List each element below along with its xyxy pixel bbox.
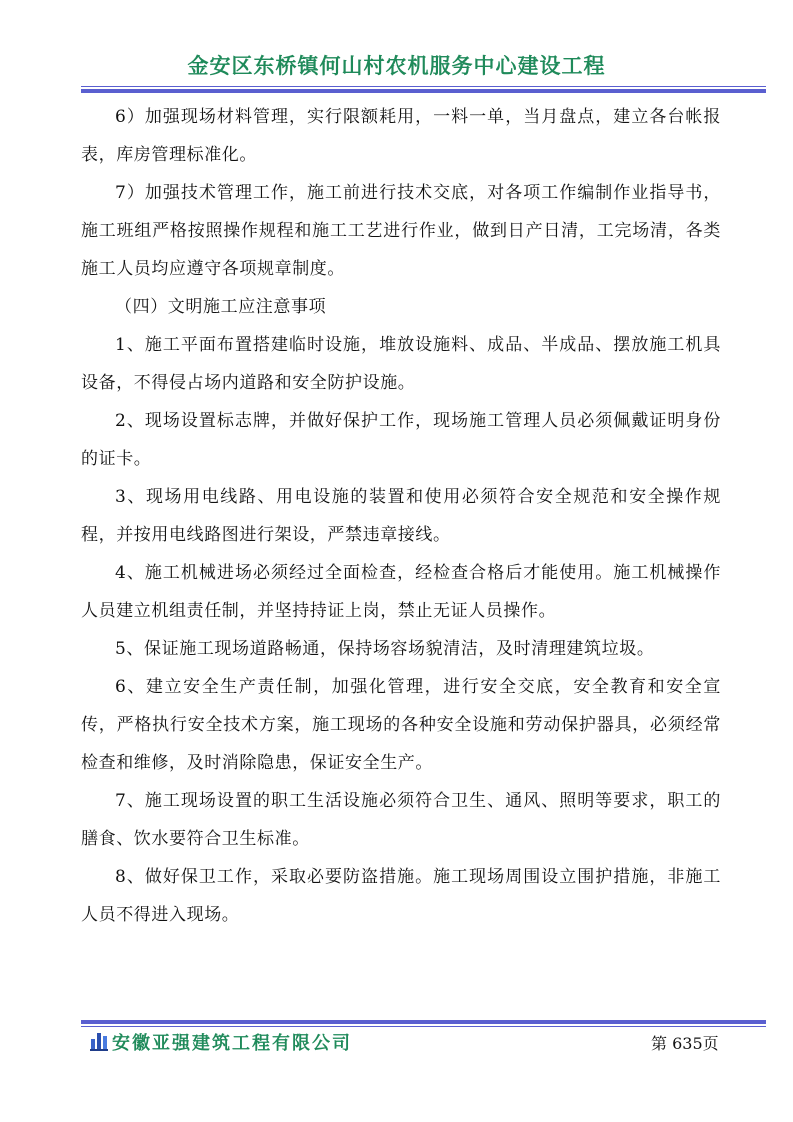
paragraph-6-materials: 6）加强现场材料管理，实行限额耗用，一料一单，当月盘点，建立各台帐报表，库房管理标准化。 (81, 107, 721, 165)
footer-rule-thick (81, 1020, 766, 1024)
footer-rule-thin (81, 1026, 766, 1027)
paragraph-item-1: 1、施工平面布置搭建临时设施，堆放设施料、成品、半成品、摆放施工机具设备，不得侵占场内道路和安全防护设施。 (81, 335, 721, 393)
footer-company-name: 安徽亚强建筑工程有限公司 (112, 1033, 352, 1054)
paragraph-item-7: 7、施工现场设置的职工生活设施必须符合卫生、通风、照明等要求，职工的膳食、饮水要符合卫生标准。 (81, 791, 721, 849)
paragraph-item-8: 8、做好保卫工作，采取必要防盗措施。施工现场周围设立围护措施，非施工人员不得进入现场。 (81, 867, 721, 925)
paragraph-item-5: 5、保证施工现场道路畅通，保持场容场貌清洁，及时清理建筑垃圾。 (115, 639, 655, 659)
paragraph-7-technical: 7）加强技术管理工作，施工前进行技术交底，对各项工作编制作业指导书，施工班组严格按照操作规程和施工工艺进行作业，做到日产日清，工完场清，各类施工人员均应遵守各项规章制度。 (81, 183, 721, 279)
header-rule-thick (81, 89, 766, 93)
section-heading-civilized-construction: （四）文明施工应注意事项 (115, 297, 327, 317)
page-number: 第 635页 (651, 1034, 719, 1053)
paragraph-item-4: 4、施工机械进场必须经过全面检查，经检查合格后才能使用。施工机械操作人员建立机组责任制，并坚持持证上岗，禁止无证人员操作。 (81, 563, 721, 621)
company-logo-icon (90, 1031, 108, 1051)
header-rule-thin (81, 86, 766, 87)
header-title: 金安区东桥镇何山村农机服务中心建设工程 (187, 54, 606, 78)
document-body (81, 98, 721, 934)
paragraph-item-2: 2、现场设置标志牌，并做好保护工作，现场施工管理人员必须佩戴证明身份的证卡。 (81, 411, 721, 469)
paragraph-item-3: 3、现场用电线路、用电设施的装置和使用必须符合安全规范和安全操作规程，并按用电线路图进行架设，严禁违章接线。 (81, 487, 721, 545)
paragraph-item-6: 6、建立安全生产责任制，加强化管理，进行安全交底，安全教育和安全宣传，严格执行安全技术方案，施工现场的各种安全设施和劳动保护器具，必须经常检查和维修，及时消除隐患，保证安全生产。 (81, 677, 721, 773)
